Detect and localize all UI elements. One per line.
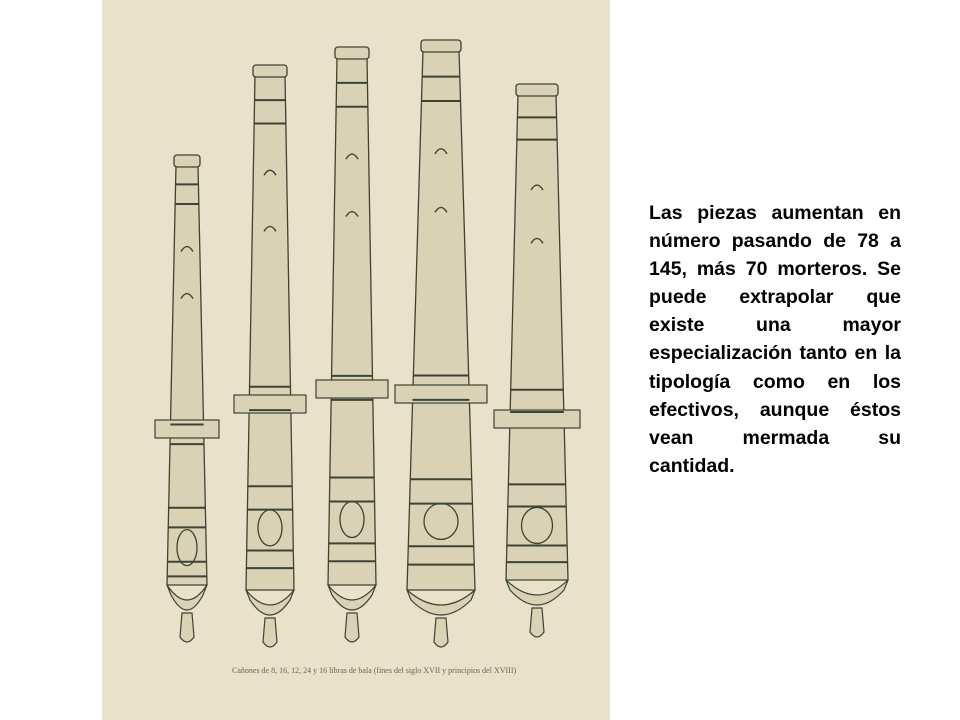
cannon	[494, 84, 580, 637]
cannon	[155, 155, 219, 642]
cannon	[395, 40, 487, 647]
cannon	[316, 47, 388, 642]
cannon-engraving-figure	[102, 0, 610, 720]
cannons-illustration	[102, 0, 610, 720]
cannon	[234, 65, 306, 647]
slide-body-text: Las piezas aumentan en número pasando de 78 a 145, más 70 morteros. Se puede extrapolar que existe una mayor especialización tanto en la tipología como en los efectivos, aunque éstos vean mermada su cantidad.	[649, 202, 901, 477]
figure-caption: Cañones de 8, 16, 12, 24 y 16 libras de bala (fines del siglo XVII y principios del XVIII)	[232, 666, 517, 675]
